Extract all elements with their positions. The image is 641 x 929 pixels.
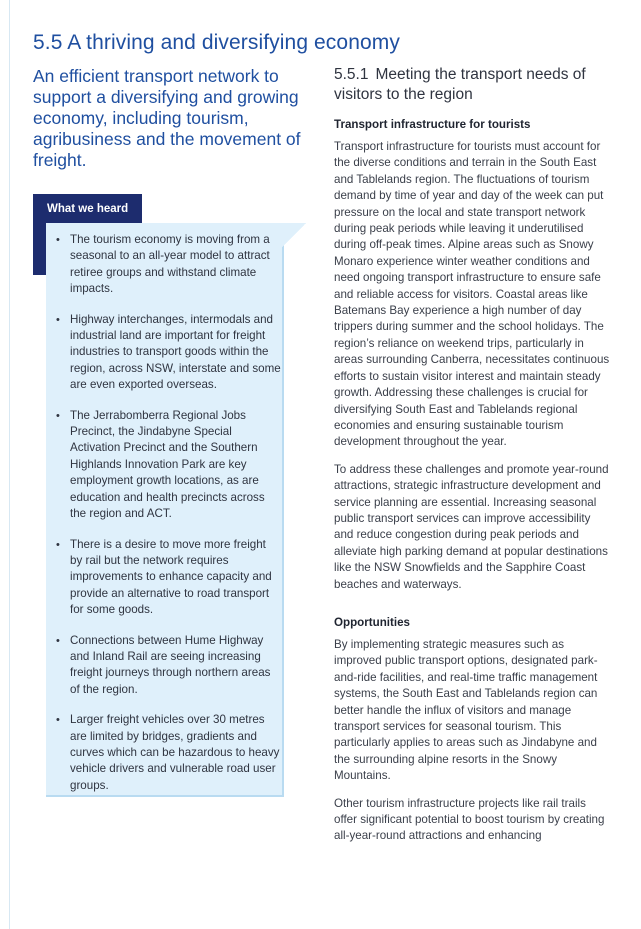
subsection-title <box>334 65 610 104</box>
bullet-icon: • <box>56 313 60 326</box>
list-item <box>56 232 281 298</box>
opportunities-heading: Opportunities <box>334 615 410 629</box>
list-item-text: The tourism economy is moving from a seasonal to an all-year model to attract retiree groups and withstand climate impacts. <box>70 233 270 296</box>
bullet-icon: • <box>56 634 60 647</box>
list-item-text: The Jerrabomberra Regional Jobs Precinct, the Jindabyne Special Activation Precinct and the Southern Highlands Innovation Park are key employment growth locations, as are education and health precincts across the region and ACT. <box>70 408 265 521</box>
tourist-infrastructure-heading: Transport infrastructure for tourists <box>334 118 531 131</box>
subsection-column <box>334 65 610 856</box>
subsection-number: 5.5.1 <box>334 66 369 83</box>
list-item-text: Connections between Hume Highway and Inland Rail are seeing increasing freight journeys through northern areas of the region. <box>70 633 271 696</box>
list-item <box>56 312 281 394</box>
bullet-icon: • <box>56 714 60 727</box>
what-we-heard-list <box>56 232 281 808</box>
paragraph: To address these challenges and promote year-round attractions, strategic infrastructure development and service planning are essential. Increasing seasonal public transport services can improve accessibility and reduce congestion during peak periods and alleviate high parking demand at popular destinations like the NSW Snowfields and the Sapphire Coast beaches and waterways. <box>334 462 609 591</box>
page-margin-rule <box>9 0 10 929</box>
list-item <box>56 408 281 523</box>
list-item-text: Highway interchanges, intermodals and industrial land are important for freight industries to transport goods within the region, across NSW, interstate and some are even exported overseas. <box>70 312 281 392</box>
panel-corner-fold <box>282 223 306 247</box>
paragraph: Transport infrastructure for tourists must account for the diverse conditions and terrain in the South East and Tablelands region. The fluctuations of tourism demand by time of year and day of the week can put pressure on the local and state transport network during peak periods while leaving it underutilised during off-peak times. Alpine areas such as Snowy Monaro experience winter weather conditions and need ongoing transport infrastructure to ensure safe and reliable access for visitors. Coastal areas like Batemans Bay experience a high number of day trippers during summer and the school holidays. The region’s reliance on weekend trips, particularly in areas surrounding Canberra, necessitates continuous efforts to sustain visitor interest and maintain steady growth. Addressing these challenges is crucial for diversifying South East and Tablelands regional economies and ensuring sustainable tourism development throughout the year. <box>334 140 610 449</box>
section-intro: An efficient transport network to support a diversifying and growing economy, including tourism, agribusiness and the movement of freight. <box>33 66 301 170</box>
bullet-icon: • <box>56 409 60 422</box>
list-item-text: Larger freight vehicles over 30 metres are limited by bridges, gradients and curves which can be hazardous to heavy vehicle drivers and vulnerable road user groups. <box>70 713 280 792</box>
list-item <box>56 633 281 699</box>
list-item-text: There is a desire to move more freight by rail but the network requires improvements to enhance capacity and provide an alternative to road transport for some goods. <box>70 537 272 617</box>
list-item <box>56 712 281 794</box>
section-gap <box>334 604 610 616</box>
paragraph: By implementing strategic measures such as improved public transport options, designated park-and-ride facilities, and real-time traffic management systems, the South East and Tablelands region can better handle the influx of visitors and manage transport services for seasonal tourism. This particularly applies to areas such as Jindabyne and the surrounding alpine resorts in the Snowy Mountains. <box>334 637 598 783</box>
bullet-icon: • <box>56 234 60 246</box>
bullet-icon: • <box>56 538 60 551</box>
what-we-heard-tab: What we heard <box>33 194 142 223</box>
paragraph: Other tourism infrastructure projects like rail trails offer significant potential to boost tourism by creating all-year-round attractions and enhancing <box>334 796 605 843</box>
subsection-title-text: Meeting the transport needs of visitors to the region <box>334 66 586 103</box>
list-item <box>56 537 281 619</box>
section-title: 5.5 A thriving and diversifying economy <box>33 31 400 54</box>
